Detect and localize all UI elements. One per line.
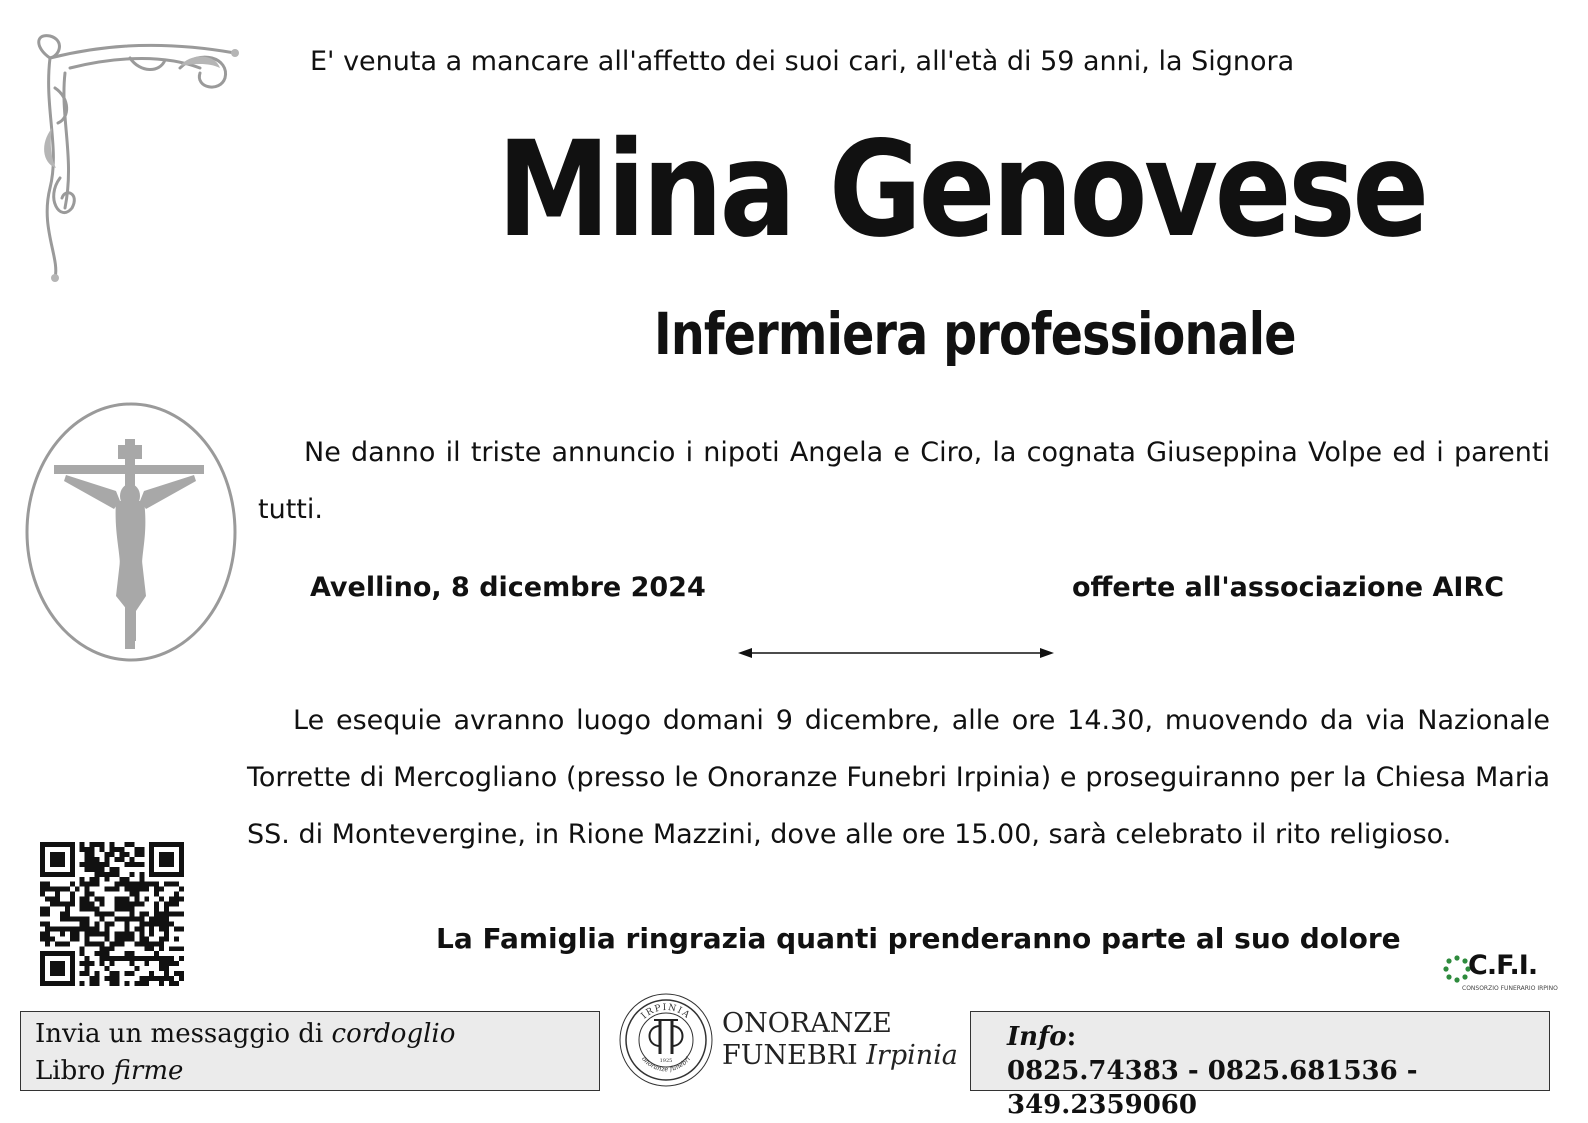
guestbook-italic: firme xyxy=(113,1056,184,1086)
profession: Infermiera professionale xyxy=(654,300,1296,368)
condolence-box[interactable] xyxy=(20,1011,600,1091)
family-thanks: La Famiglia ringrazia quanti prenderanno parte al suo dolore xyxy=(436,922,1401,955)
funeral-text: Le esequie avranno luogo domani 9 dicembre, alle ore 14.30, muovendo da via Nazionale Torrette di Mercogliano (presso le Onoranze Funebri Irpinia) e proseguiranno per la Chiesa Maria SS. di Montevergine, in Rione Mazzini, dove alle ore 15.00, sarà celebrato il rito religioso. xyxy=(247,705,1550,850)
funeral-details xyxy=(247,692,1550,863)
condolence-prefix: Invia un messaggio di xyxy=(35,1019,332,1049)
cfi-logo-text: C.F.I. xyxy=(1468,950,1538,981)
deceased-name: Mina Genovese xyxy=(497,113,1426,267)
seal-bottom-text: onoranze funebri xyxy=(640,1054,692,1074)
funeral-home-line2 xyxy=(722,1040,958,1072)
send-condolence-link[interactable] xyxy=(35,1016,585,1053)
funeral-home-line2-prefix: FUNEBRI xyxy=(722,1040,867,1071)
announcement xyxy=(258,424,1550,538)
double-arrow-divider xyxy=(736,645,1056,661)
guestbook-prefix: Libro xyxy=(35,1056,114,1086)
place-date: Avellino, 8 dicembre 2024 xyxy=(310,572,706,603)
funeral-home-name xyxy=(722,1008,958,1072)
info-box xyxy=(970,1011,1550,1120)
seal-top-text: IRPINIA xyxy=(639,1002,693,1022)
cfi-subtitle: CONSORZIO FUNERARIO IRPINO xyxy=(1462,985,1558,992)
funeral-home-line1: ONORANZE xyxy=(722,1008,892,1039)
info-label: Info xyxy=(1007,1022,1067,1052)
guestbook-link[interactable] xyxy=(35,1053,585,1090)
svg-text:IRPINIA xyxy=(640,1003,693,1022)
donations-note: offerte all'associazione AIRC xyxy=(1072,572,1505,603)
funeral-home-seal-icon xyxy=(616,990,716,1090)
condolence-italic: cordoglio xyxy=(331,1019,456,1049)
crucifix-icon xyxy=(24,401,238,663)
info-colon: : xyxy=(1066,1022,1077,1052)
funeral-home-line2-italic: Irpinia xyxy=(866,1040,958,1071)
qr-code[interactable] xyxy=(40,842,184,986)
info-label-line xyxy=(1007,1020,1513,1054)
intro-text: E' venuta a mancare all'affetto dei suoi cari, all'età di 59 anni, la Signora xyxy=(310,46,1295,77)
announcement-text: Ne danno il triste annuncio i nipoti Angela e Ciro, la cognata Giuseppina Volpe ed i parenti tutti. xyxy=(258,437,1550,525)
phone-numbers[interactable]: 0825.74383 - 0825.681536 - 349.2359060 xyxy=(1007,1056,1418,1120)
corner-ornament xyxy=(30,28,245,288)
seal-year: 1925 xyxy=(659,1058,673,1064)
